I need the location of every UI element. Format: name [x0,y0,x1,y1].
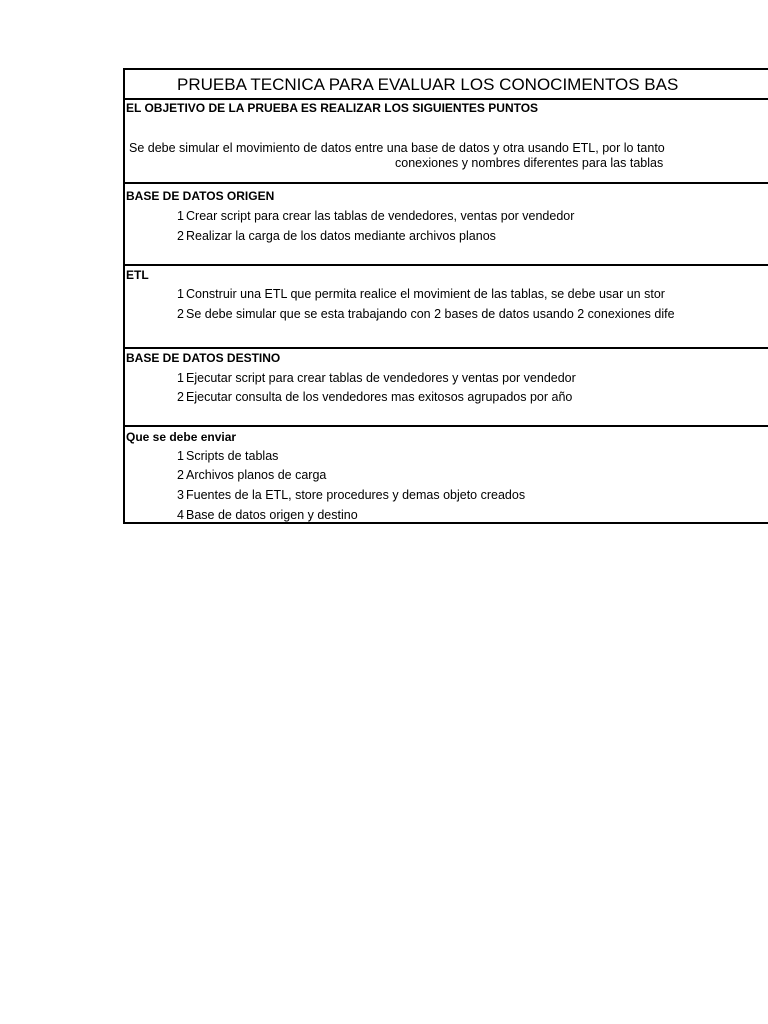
item-number: 1 [177,449,184,463]
item-number: 2 [177,468,184,482]
section-divider [125,182,768,184]
section-divider [125,425,768,427]
item-number: 1 [177,287,184,301]
spreadsheet-page [123,68,768,524]
section-header-enviar: Que se debe enviar [126,430,237,444]
page-title: PRUEBA TECNICA PARA EVALUAR LOS CONOCIMENTOS BAS [177,75,679,94]
section-header-origen: BASE DE DATOS ORIGEN [126,189,275,203]
description-line-1: Se debe simular el movimiento de datos entre una base de datos y otra usando ETL, por lo tanto [129,141,665,155]
item-text: Ejecutar consulta de los vendedores mas exitosos agrupados por año [186,390,573,404]
item-number: 2 [177,390,184,404]
item-text: Ejecutar script para crear tablas de vendedores y ventas por vendedor [186,371,576,385]
section-divider [125,264,768,266]
item-text: Realizar la carga de los datos mediante archivos planos [186,229,496,243]
objective-heading: EL OBJETIVO DE LA PRUEBA ES REALIZAR LOS SIGUIENTES PUNTOS [126,101,539,115]
item-number: 2 [177,307,184,321]
item-number: 3 [177,488,184,502]
section-header-destino: BASE DE DATOS DESTINO [126,351,281,365]
section-header-etl: ETL [126,268,149,282]
section-divider [125,347,768,349]
item-number: 1 [177,371,184,385]
item-text: Fuentes de la ETL, store procedures y demas objeto creados [186,488,526,502]
item-text: Construir una ETL que permita realice el movimient de las tablas, se debe usar un stor [186,287,665,301]
item-number: 2 [177,229,184,243]
item-text: Archivos planos de carga [186,468,327,482]
description-line-2: conexiones y nombres diferentes para las tablas [395,156,664,170]
item-text: Base de datos origen y destino [186,508,358,522]
item-number: 1 [177,209,184,223]
item-number: 4 [177,508,184,522]
item-text: Scripts de tablas [186,449,279,463]
item-text: Crear script para crear las tablas de vendedores, ventas por vendedor [186,209,575,223]
item-text: Se debe simular que se esta trabajando con 2 bases de datos usando 2 conexiones dife [186,307,675,321]
